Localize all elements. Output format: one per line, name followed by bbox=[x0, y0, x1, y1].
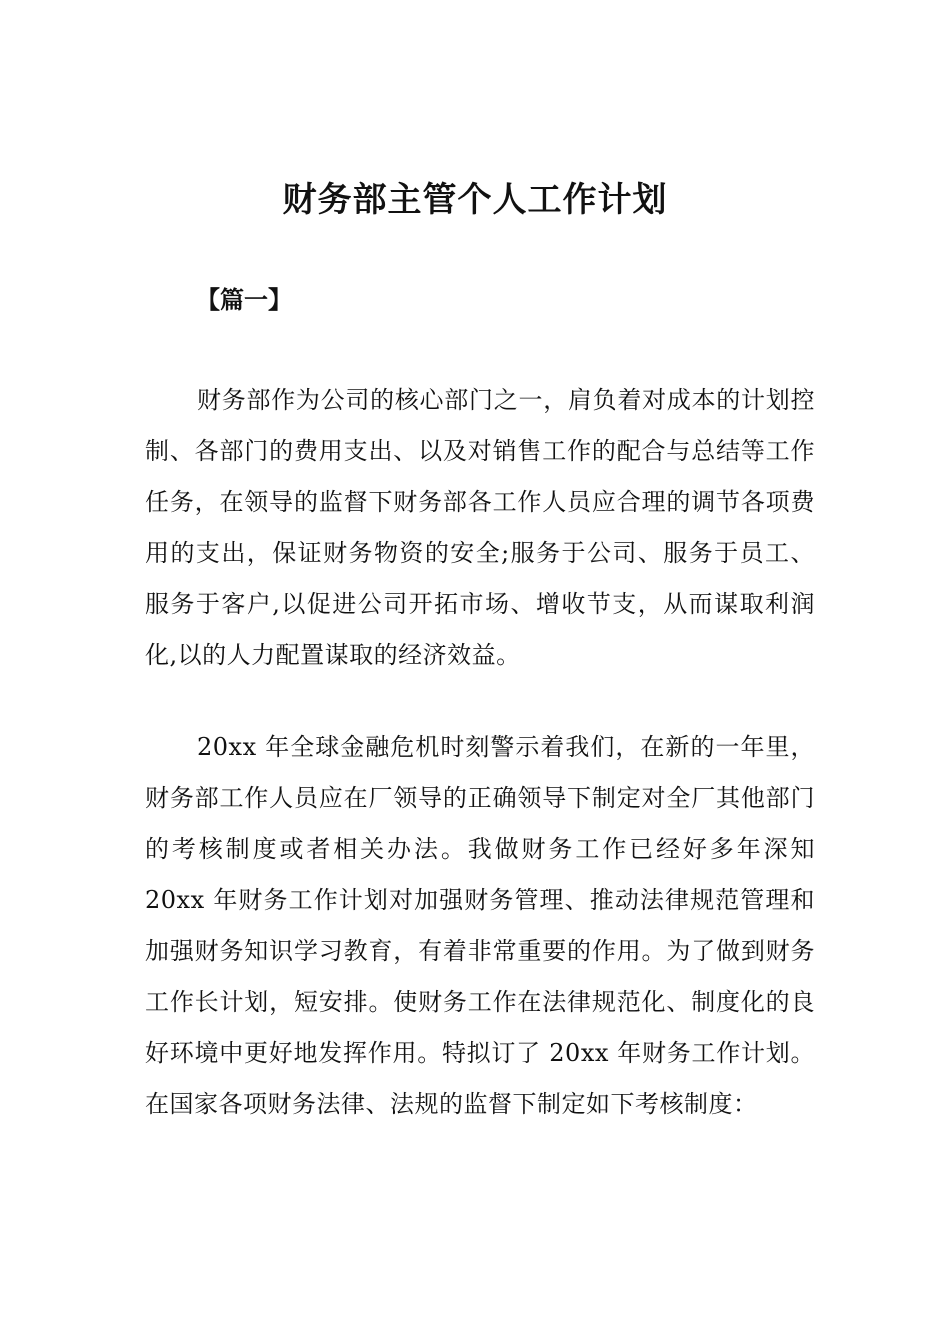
section-label: 【篇一】 bbox=[196, 286, 292, 314]
document-title: 财务部主管个人工作计划 bbox=[282, 180, 668, 220]
body-paragraph-1: 财务部作为公司的核心部门之一，肩负着对成本的计划控制、各部门的费用支出、以及对销售工作的配合与总结等工作任务，在领导的监督下财务部各工作人员应合理的调节各项费用的支出，保证财务物资的安全;服务于公司、服务于员工、服务于客户,以促进公司开拓市场、增收节支，从而谋取利润化,以的人力配置谋取的经济效益。 bbox=[145, 386, 815, 669]
body-paragraph-2: 20xx 年全球金融危机时刻警示着我们，在新的一年里，财务部工作人员应在厂领导的正确领导下制定对全厂其他部门的考核制度或者相关办法。我做财务工作已经好多年深知 20xx 年财务工作计划对加强财务管理、推动法律规范管理和加强财务知识学习教育，有着非常重要的作用。为了做到财务工作长计划，短安排。使财务工作在法律规范化、制度化的良好环境中更好地发挥作用。特拟订了 20xx 年财务工作计划。在国家各项财务法律、法规的监督下制定如下考核制度： bbox=[145, 733, 815, 1118]
